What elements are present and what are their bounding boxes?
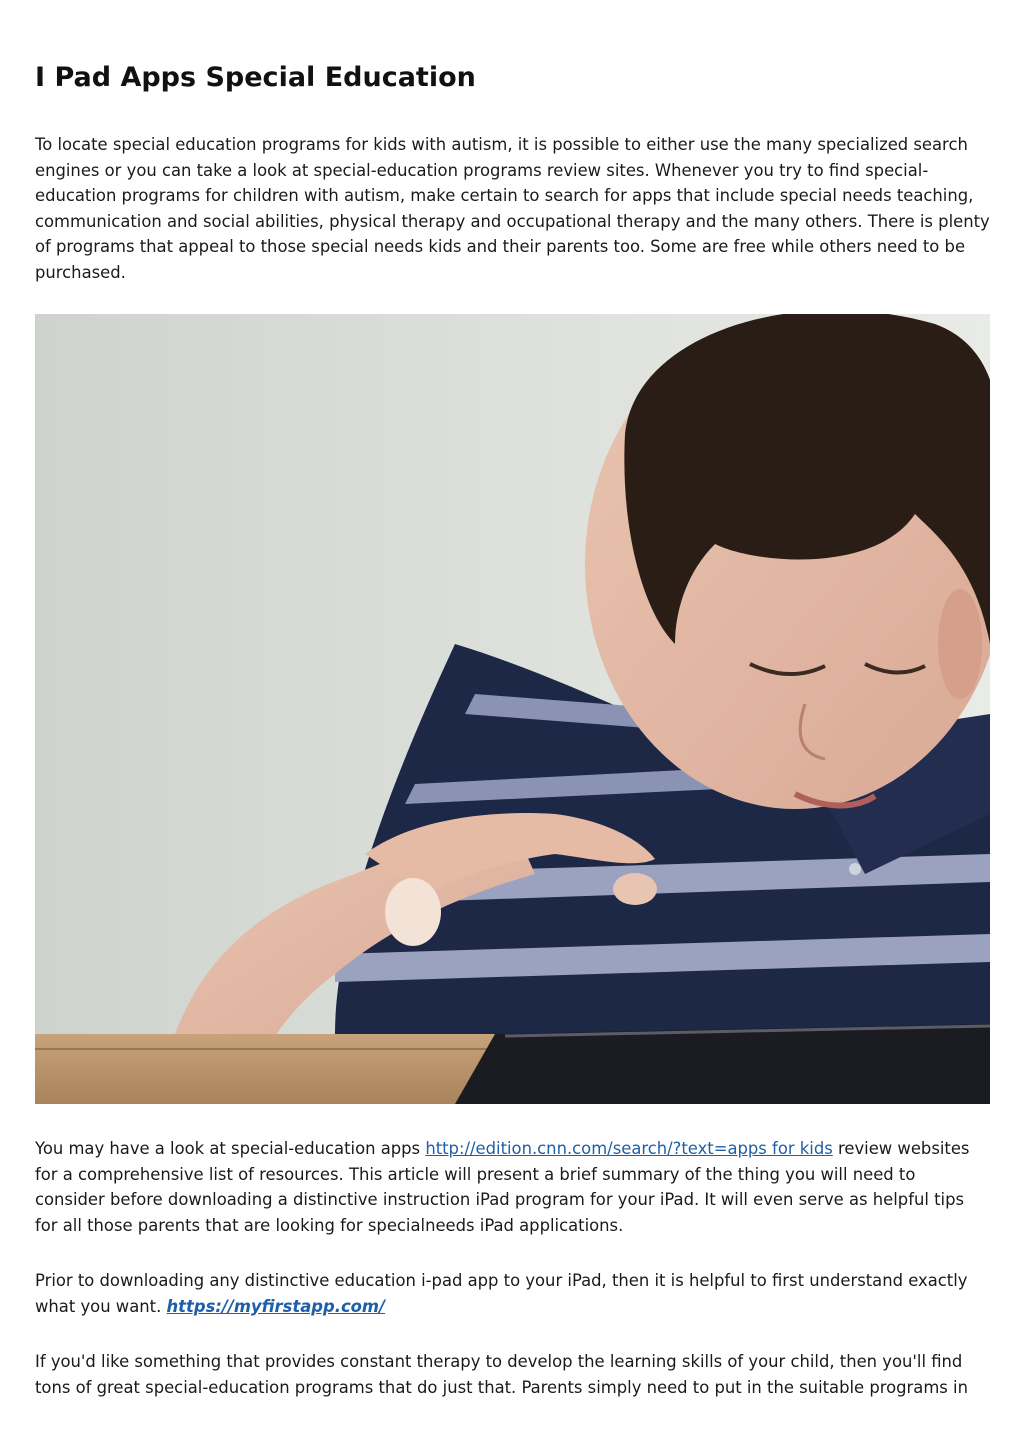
apps-review-text-end: review websites for a comprehensive list of resources. This article will present a brief summary of the thing you will need to consider before downloading a distinctive instruction iPad program for your iPad. It will even serve as helpful tips for all those parents that are looking for specialneeds iPad applications. <box>35 1139 970 1235</box>
boy-using-tablet-photo <box>35 314 990 1104</box>
therapy-paragraph: If you'd like something that provides constant therapy to develop the learning skills of your child, then you'll find tons of great special-education programs that do just that. Parents simply need to put in the suitable programs in <box>35 1352 969 1397</box>
cnn-search-link[interactable]: http://edition.cnn.com/search/?text=apps for kids <box>425 1139 833 1158</box>
apps-review-text-start: You may have a look at special-education apps <box>35 1139 426 1158</box>
intro-paragraph: To locate special education programs for kids with autism, it is possible to either use the many specialized search engines or you can take a look at special-education programs review sites. Whenever you try to find special-education programs for children with autism, make certain to search for apps that include special needs teaching, communication and social abilities, physical therapy and occupational therapy and the many others. There is plenty of programs that appeal to those special needs kids and their parents too. Some are free while others need to be purchased. <box>35 135 990 282</box>
apps-review-paragraph <box>35 1136 990 1238</box>
page-title: I Pad Apps Special Education <box>35 62 476 93</box>
prior-download-text: Prior to downloading any distinctive education i-pad app to your iPad, then it is helpful to first understand exactly what you want. <box>35 1271 968 1316</box>
prior-download-paragraph <box>35 1268 990 1319</box>
myfirstapp-link[interactable]: https://myfirstapp.com/ <box>166 1296 385 1316</box>
